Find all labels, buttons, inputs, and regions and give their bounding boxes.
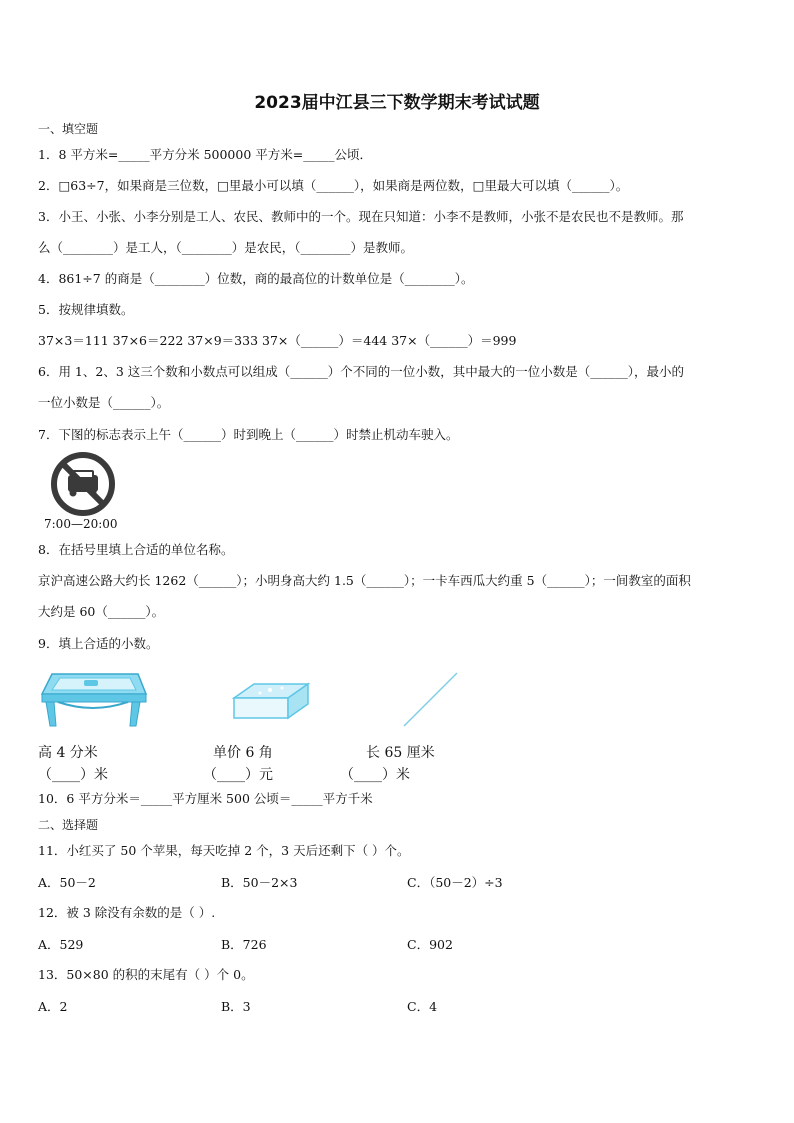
question-6-line-1: 6．用 1、2、3 这三个数和小数点可以组成（______）个不同的一位小数，其中最大的一位小数是（______），最小的 (38, 364, 685, 379)
question-5: 5．按规律填数。 (38, 302, 134, 317)
question-6-line-2: 一位小数是（______）。 (38, 395, 170, 410)
section-choice-heading: 二、选择题 (38, 818, 99, 832)
q12-option-c[interactable]: C．902 (407, 937, 453, 952)
q9-label-length: 长 65 厘米 (366, 745, 435, 761)
table-icon (38, 668, 148, 733)
eraser-icon (230, 680, 312, 722)
question-1: 1．8 平方米=_____平方分米 500000 平方米=_____公顷． (38, 147, 372, 162)
question-12: 12．被 3 除没有余数的是（ ）. (38, 905, 216, 920)
q13-option-a[interactable]: A．2 (38, 999, 68, 1014)
q9-label-price: 单价 6 角 (213, 745, 273, 761)
q13-option-b[interactable]: B．3 (221, 999, 251, 1014)
page-title: 2023届中江县三下数学期末考试试题 (254, 93, 540, 113)
q9-blank-price: （____）元 (203, 767, 273, 783)
question-8-line-2: 大约是 60（______）。 (38, 604, 165, 619)
question-8: 8．在括号里填上合适的单位名称。 (38, 542, 234, 557)
question-5-pattern-row: 37×3＝111 37×6＝222 37×9＝333 37×（______）＝444 37×（______）＝999 (38, 333, 517, 348)
question-3-line-2: 么（________）是工人，（________）是农民，（________）是教师。 (38, 240, 414, 255)
question-2: 2．□63÷7，如果商是三位数，□里最小可以填（______），如果商是两位数，□里最大可以填（______）。 (38, 178, 629, 193)
q9-blank-height: （____）米 (38, 767, 108, 783)
question-13: 13．50×80 的积的末尾有（ ）个 0。 (38, 967, 254, 982)
q12-option-a[interactable]: A．529 (38, 937, 84, 952)
question-10: 10．6 平方分米＝_____平方厘米 500 公顷＝_____平方千米 (38, 791, 373, 806)
q9-label-height: 高 4 分米 (38, 745, 98, 761)
sign-time-caption: 7:00—20:00 (44, 517, 118, 531)
section-fill-in-heading: 一、填空题 (38, 122, 99, 136)
question-3-line-1: 3．小王、小张、小李分别是工人、农民、教师中的一个。现在只知道：小李不是教师，小张不是农民也不是教师。那 (38, 209, 684, 224)
question-9: 9．填上合适的小数。 (38, 636, 159, 651)
line-segment-icon (400, 670, 460, 728)
q11-option-c[interactable]: C．（50－2）÷3 (407, 875, 503, 890)
question-8-line-1: 京沪高速公路大约长 1262（______）；小明身高大约 1.5（______）；一卡车西瓜大约重 5（______）；一间教室的面积 (38, 573, 691, 588)
q9-blank-length: （____）米 (340, 767, 410, 783)
q13-option-c[interactable]: C．4 (407, 999, 438, 1014)
question-4: 4．861÷7 的商是（________）位数，商的最高位的计数单位是（________）。 (38, 271, 474, 286)
question-11: 11．小红买了 50 个苹果，每天吃掉 2 个，3 天后还剩下（ ）个。 (38, 843, 410, 858)
q11-option-a[interactable]: A．50－2 (38, 875, 96, 890)
no-motor-vehicles-sign-icon (50, 451, 116, 517)
q12-option-b[interactable]: B．726 (221, 937, 267, 952)
q11-option-b[interactable]: B．50－2×3 (221, 875, 298, 890)
question-7: 7．下图的标志表示上午（______）时到晚上（______）时禁止机动车驶入。 (38, 427, 459, 442)
